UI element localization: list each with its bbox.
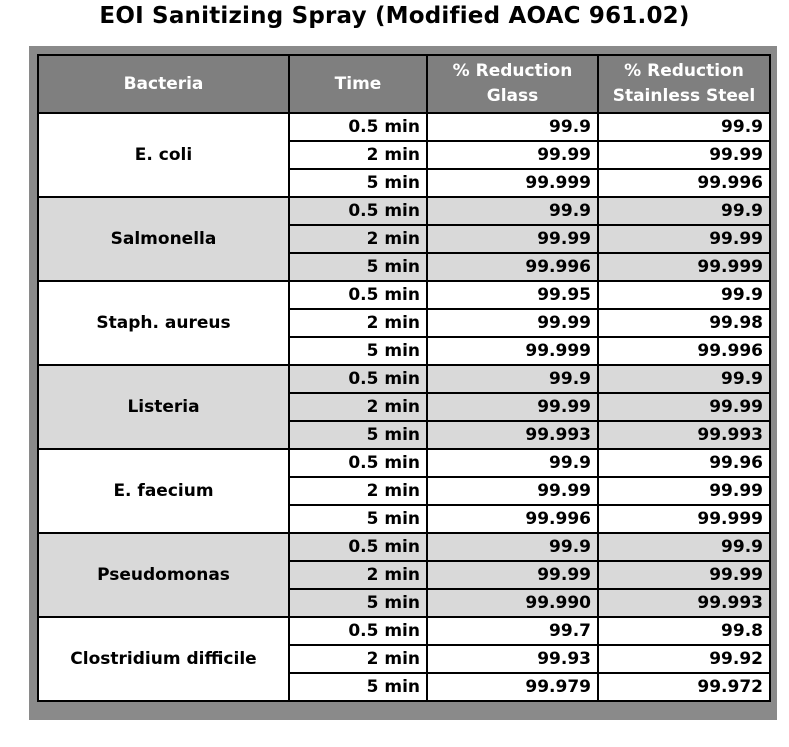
time-cell: 0.5 min: [289, 449, 427, 477]
time-cell: 2 min: [289, 645, 427, 673]
bacteria-cell: Pseudomonas: [38, 533, 289, 617]
steel-reduction-cell: 99.972: [598, 673, 770, 701]
steel-reduction-cell: 99.999: [598, 505, 770, 533]
time-cell: 5 min: [289, 337, 427, 365]
glass-reduction-cell: 99.990: [427, 589, 598, 617]
time-cell: 5 min: [289, 673, 427, 701]
header-glass: [427, 55, 598, 113]
glass-reduction-cell: 99.9: [427, 365, 598, 393]
steel-reduction-cell: 99.92: [598, 645, 770, 673]
bacteria-cell: Salmonella: [38, 197, 289, 281]
glass-reduction-cell: 99.996: [427, 253, 598, 281]
glass-reduction-cell: 99.99: [427, 561, 598, 589]
glass-reduction-cell: 99.99: [427, 141, 598, 169]
time-cell: 5 min: [289, 505, 427, 533]
glass-reduction-cell: 99.9: [427, 449, 598, 477]
glass-reduction-cell: 99.99: [427, 309, 598, 337]
table-frame: [29, 46, 777, 720]
header-time: Time: [289, 55, 427, 113]
steel-reduction-cell: 99.999: [598, 253, 770, 281]
results-table: [37, 54, 771, 702]
glass-reduction-cell: 99.996: [427, 505, 598, 533]
table-row: [38, 281, 770, 309]
steel-reduction-cell: 99.98: [598, 309, 770, 337]
bacteria-cell: E. faecium: [38, 449, 289, 533]
glass-reduction-cell: 99.9: [427, 533, 598, 561]
glass-reduction-cell: 99.9: [427, 197, 598, 225]
table-row: [38, 533, 770, 561]
steel-reduction-cell: 99.99: [598, 561, 770, 589]
steel-reduction-cell: 99.993: [598, 421, 770, 449]
time-cell: 0.5 min: [289, 533, 427, 561]
table-row: [38, 197, 770, 225]
time-cell: 2 min: [289, 309, 427, 337]
glass-reduction-cell: 99.9: [427, 113, 598, 141]
bacteria-cell: E. coli: [38, 113, 289, 197]
steel-reduction-cell: 99.993: [598, 589, 770, 617]
bacteria-cell: Staph. aureus: [38, 281, 289, 365]
steel-reduction-cell: 99.996: [598, 337, 770, 365]
time-cell: 0.5 min: [289, 197, 427, 225]
glass-reduction-cell: 99.999: [427, 337, 598, 365]
time-cell: 2 min: [289, 477, 427, 505]
header-steel-line1: % Reduction: [624, 61, 744, 81]
time-cell: 0.5 min: [289, 113, 427, 141]
header-glass-line2: Glass: [486, 86, 539, 106]
steel-reduction-cell: 99.9: [598, 281, 770, 309]
steel-reduction-cell: 99.99: [598, 393, 770, 421]
steel-reduction-cell: 99.9: [598, 365, 770, 393]
steel-reduction-cell: 99.9: [598, 113, 770, 141]
header-glass-line1: % Reduction: [452, 61, 573, 81]
glass-reduction-cell: 99.979: [427, 673, 598, 701]
steel-reduction-cell: 99.9: [598, 533, 770, 561]
time-cell: 5 min: [289, 421, 427, 449]
glass-reduction-cell: 99.993: [427, 421, 598, 449]
table-row: [38, 113, 770, 141]
time-cell: 2 min: [289, 393, 427, 421]
steel-reduction-cell: 99.996: [598, 169, 770, 197]
bacteria-cell: Listeria: [38, 365, 289, 449]
time-cell: 2 min: [289, 561, 427, 589]
time-cell: 0.5 min: [289, 365, 427, 393]
time-cell: 5 min: [289, 589, 427, 617]
time-cell: 2 min: [289, 141, 427, 169]
glass-reduction-cell: 99.99: [427, 393, 598, 421]
header-steel: [598, 55, 770, 113]
table-body: [38, 113, 770, 701]
steel-reduction-cell: 99.8: [598, 617, 770, 645]
table-row: [38, 449, 770, 477]
header-bacteria: Bacteria: [38, 55, 289, 113]
glass-reduction-cell: 99.999: [427, 169, 598, 197]
time-cell: 2 min: [289, 225, 427, 253]
steel-reduction-cell: 99.96: [598, 449, 770, 477]
steel-reduction-cell: 99.9: [598, 197, 770, 225]
header-steel-line2: Stainless Steel: [612, 86, 756, 106]
time-cell: 0.5 min: [289, 281, 427, 309]
steel-reduction-cell: 99.99: [598, 141, 770, 169]
table-title: EOI Sanitizing Spray (Modified AOAC 961.02): [99, 3, 690, 29]
glass-reduction-cell: 99.99: [427, 225, 598, 253]
header-row: [38, 55, 770, 113]
glass-reduction-cell: 99.99: [427, 477, 598, 505]
table-row: [38, 365, 770, 393]
bacteria-cell: Clostridium difficile: [38, 617, 289, 701]
time-cell: 5 min: [289, 169, 427, 197]
time-cell: 5 min: [289, 253, 427, 281]
time-cell: 0.5 min: [289, 617, 427, 645]
table-row: [38, 617, 770, 645]
glass-reduction-cell: 99.95: [427, 281, 598, 309]
steel-reduction-cell: 99.99: [598, 477, 770, 505]
glass-reduction-cell: 99.93: [427, 645, 598, 673]
glass-reduction-cell: 99.7: [427, 617, 598, 645]
steel-reduction-cell: 99.99: [598, 225, 770, 253]
